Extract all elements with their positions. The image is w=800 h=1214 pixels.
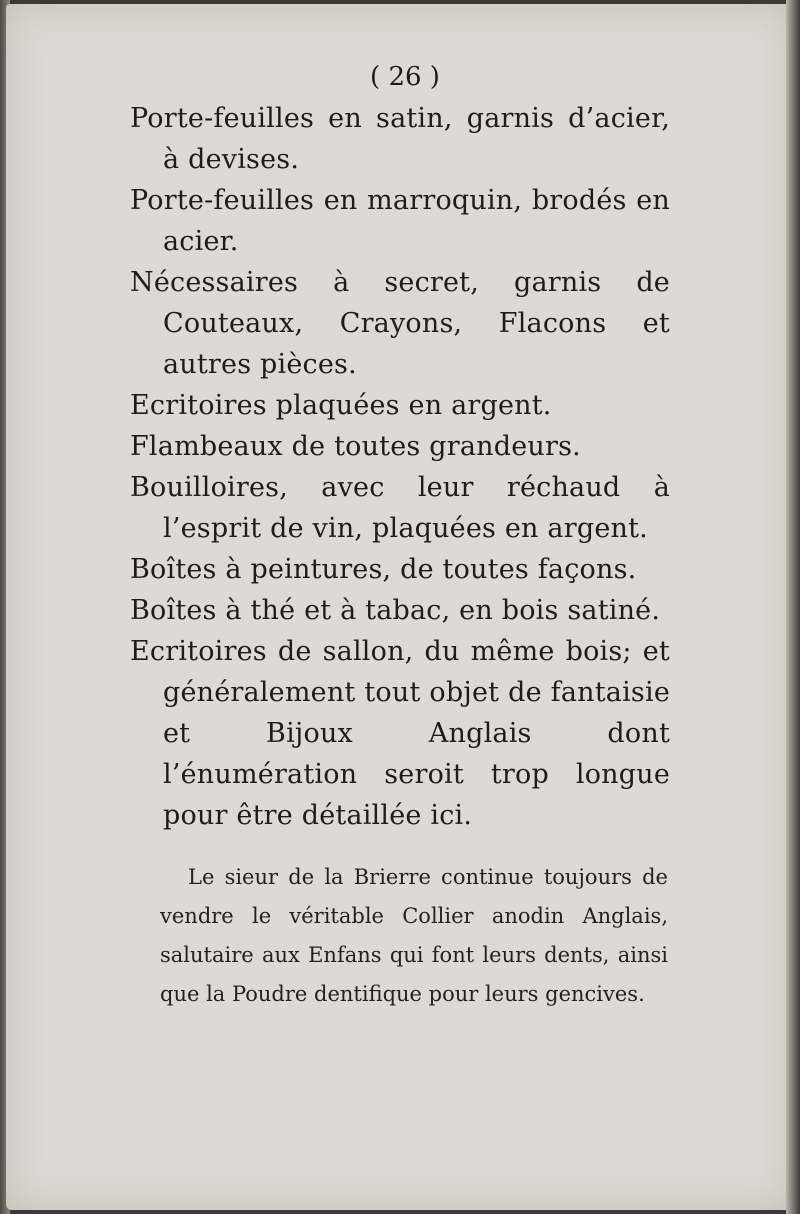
page-text-block — [130, 62, 670, 1014]
book-spine — [786, 0, 800, 1214]
list-item: Nécessaires à secret, garnis de Couteaux, Crayons, Flacons et autres pièces. — [130, 267, 670, 380]
closing-note: Le sieur de la Brierre continue toujours de vendre le véritable Collier anodin Anglais, salutaire aux Enfans qui font leurs dents, ainsi que la Poudre dentifique pour leurs gencives. — [160, 865, 668, 1006]
list-item: Ecritoires de sallon, du même bois; et généralement tout objet de fantaisie et Bijoux Anglais dont l’énumération seroit trop longue pour être détaillée ici. — [130, 636, 670, 831]
list-item: Boîtes à thé et à tabac, en bois satiné. — [130, 595, 661, 626]
list-item: Bouilloires, avec leur réchaud à l’esprit de vin, plaquées en argent. — [130, 472, 670, 544]
page-number: ( 26 ) — [370, 62, 440, 92]
list-item: Ecritoires plaquées en argent. — [130, 390, 552, 421]
list-item: Flambeaux de toutes grandeurs. — [130, 431, 581, 462]
list-item: Porte-feuilles en satin, garnis d’acier, à devises. — [130, 103, 670, 175]
list-item: Porte-feuilles en marroquin, brodés en acier. — [130, 185, 670, 257]
list-item: Boîtes à peintures, de toutes façons. — [130, 554, 637, 585]
